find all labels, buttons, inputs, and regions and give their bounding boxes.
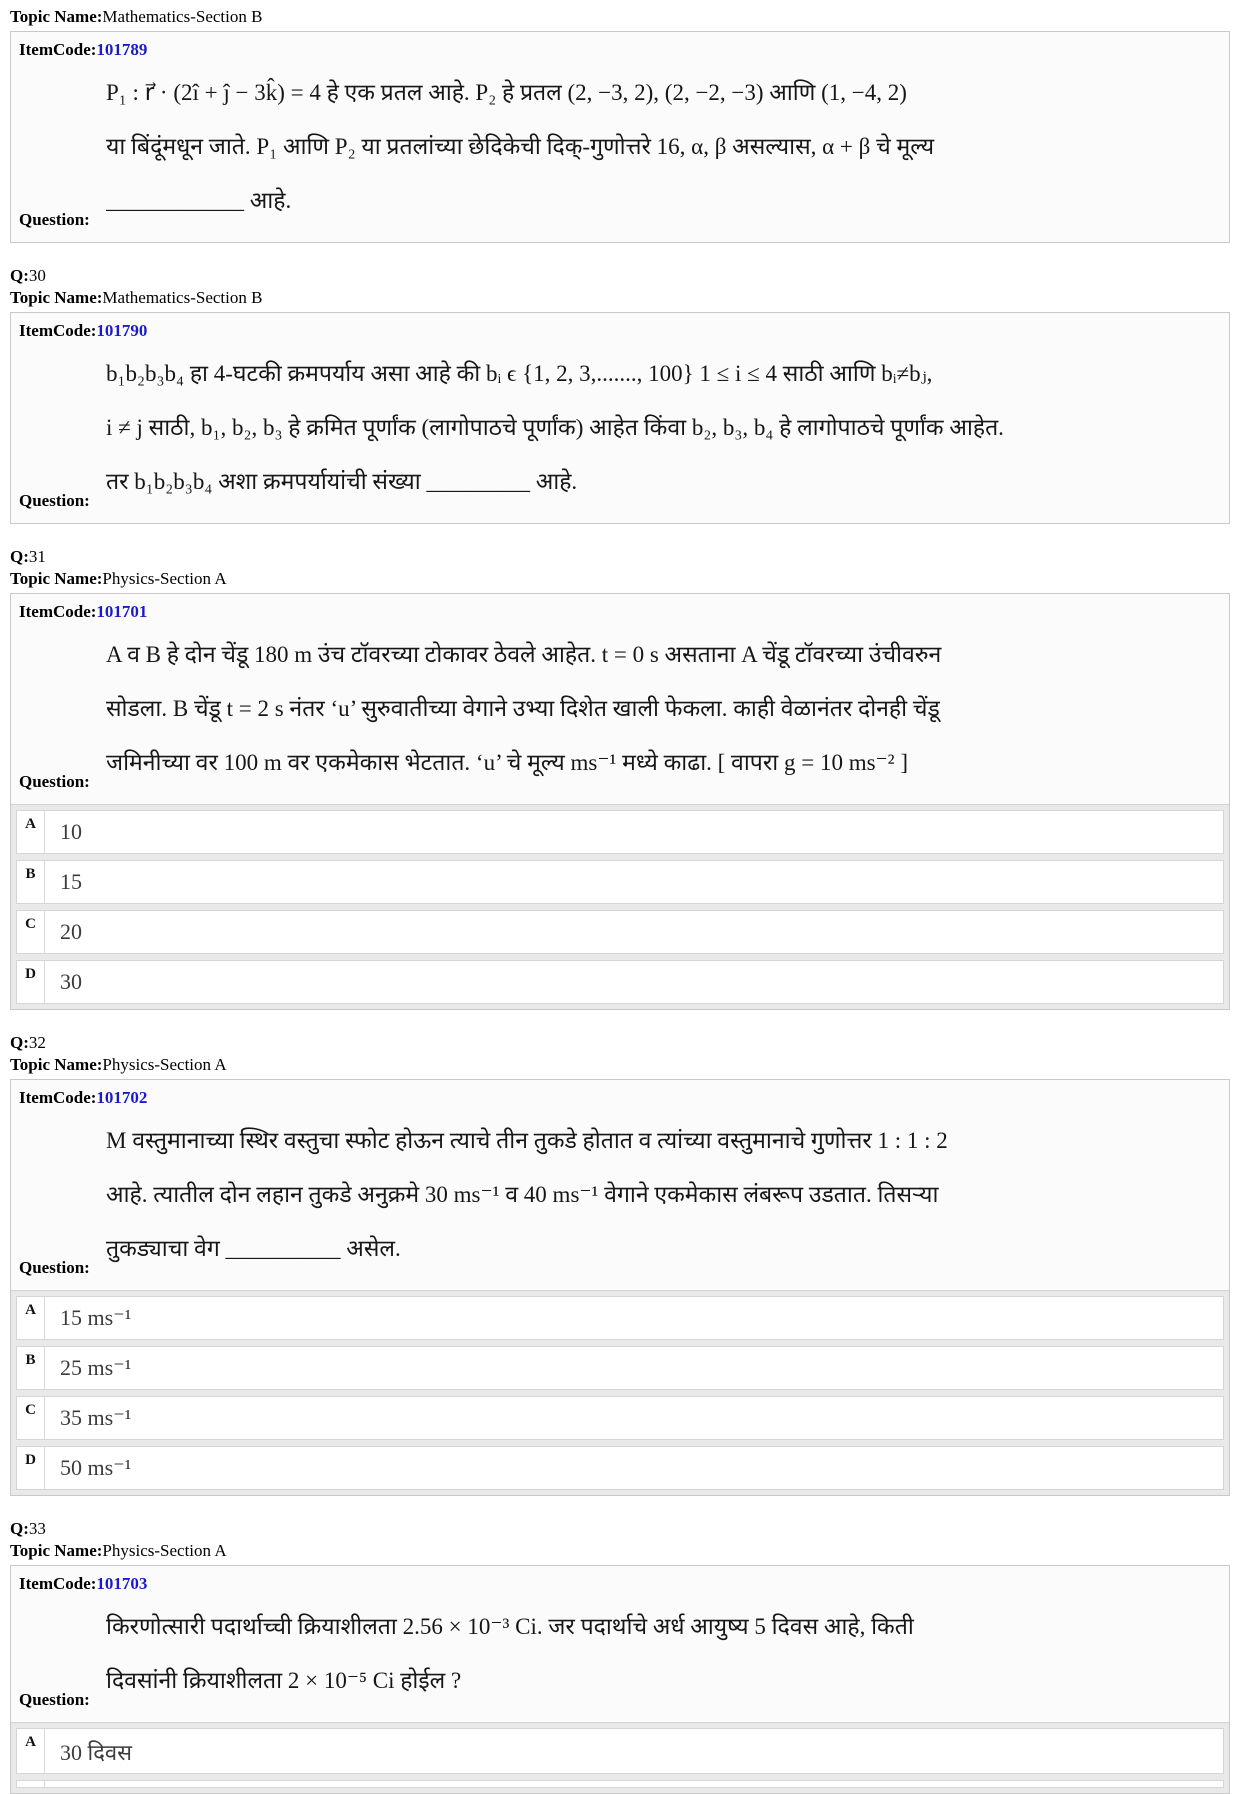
- options-list: [11, 804, 1229, 1009]
- question-line: b₁b₂b₃b₄ हा 4-घटकी क्रमपर्याय असा आहे की bᵢ ϵ {1, 2, 3,......., 100} 1 ≤ i ≤ 4 साठी आणि bᵢ≠bⱼ,: [106, 361, 933, 386]
- question-text: [106, 1600, 1217, 1708]
- option-letter: A: [17, 1297, 45, 1339]
- option-letter: C: [17, 1397, 45, 1439]
- topic-label: Topic Name:: [10, 7, 103, 26]
- option-letter: A: [17, 1729, 45, 1773]
- question-block: [0, 546, 1240, 1010]
- question-line: A व B हे दोन चेंडू 180 m उंच टॉवरच्या टोकावर ठेवले आहेत. t = 0 s असताना A चेंडू टॉवरच्या उंचीवरुन: [106, 642, 942, 667]
- topic-value: Mathematics-Section B: [102, 288, 263, 307]
- topic-name: [10, 568, 1230, 590]
- option-row-b: [16, 860, 1224, 904]
- question-label: Question:: [19, 491, 90, 510]
- option-letter: C: [17, 911, 45, 953]
- question-block: [0, 265, 1240, 524]
- topic-name: [10, 1540, 1230, 1562]
- question-line: i ≠ j साठी, b₁, b₂, b₃ हे क्रमित पूर्णांक (लागोपाठचे पूर्णांक) आहेत किंवा b₂, b₃, b₄ हे लागोपाठचे पूर्णांक आहेत.: [106, 415, 1004, 440]
- options-list: [11, 1722, 1229, 1793]
- question-body: [11, 622, 1229, 804]
- question-line: M वस्तुमानाच्या स्थिर वस्तुचा स्फोट होऊन त्याचे तीन तुकडे होतात व त्यांच्या वस्तुमानाचे गुणोत्तर 1 : 1 : 2: [106, 1128, 948, 1153]
- option-letter: [17, 1781, 45, 1787]
- item-code-row: [11, 32, 1229, 60]
- question-block: [0, 1032, 1240, 1496]
- question-line: सोडला. B चेंडू t = 2 s नंतर ‘u’ सुरुवातीच्या वेगाने उभ्या दिशेत खाली फेकला. काही वेळानंतर दोनही चेंडू: [106, 696, 940, 721]
- question-card: [10, 593, 1230, 1010]
- item-code-value: 101789: [96, 40, 148, 59]
- option-value: 15: [60, 869, 82, 894]
- question-line: जमिनीच्या वर 100 m वर एकमेकास भेटतात. ‘u’ चे मूल्य ms⁻¹ मध्ये काढा. [ वापरा g = 10 ms⁻² ]: [106, 750, 908, 775]
- option-row-a: [16, 810, 1224, 854]
- question-card: [10, 1079, 1230, 1496]
- option-value: 50 ms⁻¹: [60, 1455, 132, 1480]
- item-code-row: [11, 313, 1229, 341]
- topic-label: Topic Name:: [10, 288, 103, 307]
- q-number-value: 30: [28, 266, 46, 285]
- item-code-row: [11, 1080, 1229, 1108]
- item-code-label: ItemCode:: [19, 1088, 97, 1107]
- question-number: [10, 546, 1230, 568]
- item-code-value: 101790: [96, 321, 148, 340]
- question-line: दिवसांनी क्रियाशीलता 2 × 10⁻⁵ Ci होईल ?: [106, 1668, 462, 1693]
- topic-value: Physics-Section A: [102, 1541, 227, 1560]
- question-text: [106, 347, 1217, 509]
- option-value: 30 दिवस: [60, 1740, 132, 1765]
- question-line: ____________ आहे.: [106, 188, 292, 213]
- item-code-row: [11, 594, 1229, 622]
- option-letter: B: [17, 861, 45, 903]
- option-row-d: [16, 1446, 1224, 1490]
- topic-name: [10, 287, 1230, 309]
- option-value: 20: [60, 919, 82, 944]
- option-row-b: [16, 1346, 1224, 1390]
- options-list: [11, 1290, 1229, 1495]
- question-block: [0, 1518, 1240, 1794]
- option-letter: A: [17, 811, 45, 853]
- question-text: [106, 66, 1217, 228]
- option-value: [45, 1781, 66, 1788]
- item-code-value: 101703: [96, 1574, 148, 1593]
- option-value: 30: [60, 969, 82, 994]
- question-label: Question:: [19, 1258, 90, 1277]
- question-meta: [10, 265, 1230, 309]
- question-body: [11, 60, 1229, 242]
- question-meta: [10, 1032, 1230, 1076]
- question-card: [10, 312, 1230, 524]
- q-label: Q:: [10, 266, 29, 285]
- item-code-label: ItemCode:: [19, 40, 97, 59]
- item-code-label: ItemCode:: [19, 321, 97, 340]
- question-block: [0, 6, 1240, 243]
- q-label: Q:: [10, 1033, 29, 1052]
- question-number: [10, 265, 1230, 287]
- option-row-a: [16, 1728, 1224, 1774]
- option-letter: D: [17, 961, 45, 1003]
- option-row-c: [16, 1396, 1224, 1440]
- question-card: [10, 1565, 1230, 1794]
- question-label: Question:: [19, 210, 90, 229]
- question-text: [106, 1114, 1217, 1276]
- question-text: [106, 628, 1217, 790]
- question-line: किरणोत्सारी पदार्थाच्ची क्रियाशीलता 2.56 × 10⁻³ Ci. जर पदार्थाचे अर्ध आयुष्य 5 दिवस आहे, किती: [106, 1614, 914, 1639]
- option-row-d: [16, 960, 1224, 1004]
- question-number: [10, 1032, 1230, 1054]
- q-number-value: 31: [28, 547, 46, 566]
- option-value: 15 ms⁻¹: [60, 1305, 132, 1330]
- question-line: या बिंदूंमधून जाते. P₁ आणि P₂ या प्रतलांच्या छेदिकेची दिक्-गुणोत्तरे 16, α, β असल्यास, α + β चे मूल्य: [106, 134, 935, 159]
- question-body: [11, 1594, 1229, 1722]
- topic-value: Physics-Section A: [102, 569, 227, 588]
- item-code-value: 101701: [96, 602, 148, 621]
- question-line: तर b₁b₂b₃b₄ अशा क्रमपर्यायांची संख्या _________ आहे.: [106, 469, 578, 494]
- question-label: Question:: [19, 772, 90, 791]
- topic-label: Topic Name:: [10, 1541, 103, 1560]
- topic-value: Physics-Section A: [102, 1055, 227, 1074]
- question-body: [11, 1108, 1229, 1290]
- topic-value: Mathematics-Section B: [102, 7, 263, 26]
- option-row-partial: [16, 1780, 1224, 1788]
- option-value: 10: [60, 819, 82, 844]
- option-row-c: [16, 910, 1224, 954]
- topic-label: Topic Name:: [10, 1055, 103, 1074]
- item-code-label: ItemCode:: [19, 1574, 97, 1593]
- question-meta: [10, 1518, 1230, 1562]
- q-number-value: 32: [28, 1033, 46, 1052]
- option-row-a: [16, 1296, 1224, 1340]
- question-meta: [10, 546, 1230, 590]
- topic-label: Topic Name:: [10, 569, 103, 588]
- q-label: Q:: [10, 547, 29, 566]
- topic-name: [10, 1054, 1230, 1076]
- q-number-value: 33: [28, 1519, 46, 1538]
- item-code-row: [11, 1566, 1229, 1594]
- item-code-value: 101702: [96, 1088, 148, 1107]
- question-line: आहे. त्यातील दोन लहान तुकडे अनुक्रमे 30 ms⁻¹ व 40 ms⁻¹ वेगाने एकमेकास लंबरूप उडतात. तिसऱ्या: [106, 1182, 939, 1207]
- question-line: P₁ : r⃗ · (2î + ĵ − 3k̂) = 4 हे एक प्रतल आहे. P₂ हे प्रतल (2, −3, 2), (2, −2, −3) आणि (1, −4, 2): [106, 80, 907, 105]
- option-letter: B: [17, 1347, 45, 1389]
- option-value: 35 ms⁻¹: [60, 1405, 132, 1430]
- question-body: [11, 341, 1229, 523]
- q-label: Q:: [10, 1519, 29, 1538]
- option-letter: D: [17, 1447, 45, 1489]
- question-line: तुकड्याचा वेग __________ असेल.: [106, 1236, 401, 1261]
- question-number: [10, 1518, 1230, 1540]
- item-code-label: ItemCode:: [19, 602, 97, 621]
- option-value: 25 ms⁻¹: [60, 1355, 132, 1380]
- question-label: Question:: [19, 1690, 90, 1709]
- question-card: [10, 31, 1230, 243]
- question-meta: [10, 6, 1230, 28]
- topic-name: [10, 6, 1230, 28]
